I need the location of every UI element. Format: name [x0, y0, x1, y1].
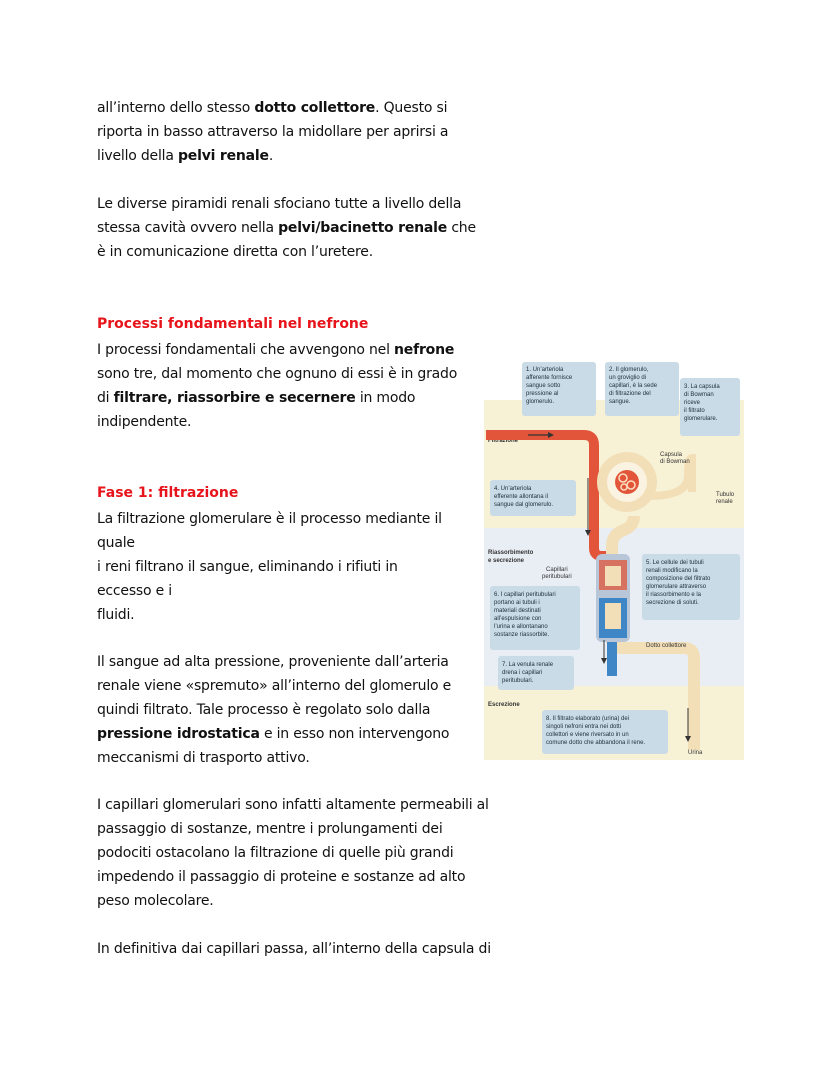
svg-text:6. I capillari peritubularipor: 6. I capillari peritubulari portano ai tubuli i materiali destinati all’espulsione con l’urina e allontanano sostanze riassorbite. — [494, 592, 556, 638]
text-line: podociti ostacolano la filtrazione di quelle più grandi — [97, 845, 454, 861]
text-line: Il sangue ad alta pressione, proveniente dall’arteria — [97, 654, 449, 670]
tubule-segment — [605, 566, 621, 586]
paragraph-filtration-def — [97, 507, 442, 627]
svg-text:1. Un’arteriolaafferente forni: 1. Un’arteriola afferente fornisce sangue sotto pressione al glomerulo. — [526, 367, 573, 405]
text-line: La filtrazione glomerulare è il processo mediante il — [97, 511, 442, 527]
section-heading-processes: Processi fondamentali nel nefrone — [97, 316, 369, 332]
text-line — [97, 144, 448, 168]
svg-text:7. La venula renaledrena i cap: 7. La venula renale drena i capillari peritubulari. — [502, 662, 554, 684]
tubule-segment — [605, 603, 621, 629]
paragraph-renal-pyramids — [97, 192, 476, 264]
label-urina: Urina — [688, 750, 703, 756]
paragraph-capillaries — [97, 793, 489, 913]
text-span: I processi fondamentali che avvengono nel — [97, 342, 395, 358]
svg-text:4. Un’arteriolaefferente allon: 4. Un’arteriola efferente allontana il sangue dal glomerulo. — [494, 486, 554, 508]
text-line — [97, 722, 451, 746]
callout-5 — [642, 554, 740, 620]
section-heading-filtration: Fase 1: filtrazione — [97, 485, 239, 501]
label-di-bowman: di Bowman — [660, 459, 690, 465]
bold-term: filtrare, riassorbire e secernere — [113, 390, 356, 406]
callout-2 — [605, 362, 679, 416]
label-capillari: Capillari — [546, 567, 568, 573]
text-span: che — [447, 220, 476, 236]
callout-8 — [542, 710, 668, 754]
label-capsula: Capsula — [660, 452, 683, 458]
text-span: all’interno dello stesso — [97, 100, 255, 116]
text-line — [97, 96, 448, 120]
text-line: I capillari glomerulari sono infatti altamente permeabili al — [97, 797, 489, 813]
zone-label-secrezione: e secrezione — [488, 558, 525, 564]
text-line: In definitiva dai capillari passa, all’interno della capsula di — [97, 941, 491, 957]
label-peritubulari: peritubulari — [542, 574, 572, 580]
label-dotto-collettore: Dotto collettore — [646, 643, 687, 649]
text-line: riporta in basso attraverso la midollare per aprirsi a — [97, 124, 449, 140]
text-line: Le diverse piramidi renali sfociano tutte a livello della — [97, 196, 462, 212]
text-span: . — [268, 148, 274, 164]
callout-4 — [490, 480, 576, 516]
text-line — [97, 338, 457, 362]
zone-label-riassorbimento: Riassorbimento — [488, 550, 534, 556]
label-tubulo: Tubulo — [716, 492, 735, 498]
text-line: indipendente. — [97, 414, 192, 430]
text-line: è in comunicazione diretta con l’uretere. — [97, 244, 373, 260]
svg-text:2. Il glomerulo,un groviglio d: 2. Il glomerulo, un groviglio di capillari, è la sede di filtrazione del sangue. — [609, 367, 658, 405]
text-line: quale — [97, 535, 135, 551]
text-line: impedendo il passaggio di proteine e sostanze ad alto — [97, 869, 466, 885]
text-span: di — [97, 390, 114, 406]
nephron-diagram — [484, 358, 744, 760]
zone-label-filtrazione: Filtrazione — [488, 438, 519, 444]
glomerulus — [615, 470, 639, 494]
zone-label-escrezione: Escrezione — [488, 702, 520, 708]
text-span: stessa cavità ovvero nella — [97, 220, 279, 236]
text-line: fluidi. — [97, 607, 135, 623]
bold-term: pelvi renale — [177, 148, 269, 164]
text-line: sono tre, dal momento che ognuno di essi è in grado — [97, 366, 458, 382]
callout-6 — [490, 586, 580, 650]
paragraph-collecting-duct — [97, 96, 448, 168]
text-line: peso molecolare. — [97, 893, 214, 909]
text-span: . Questo si — [375, 100, 448, 116]
paragraph-blood-pressure — [97, 650, 451, 770]
text-line: quindi filtrato. Tale processo è regolato solo dalla — [97, 702, 431, 718]
svg-text:8. Il filtrato elaborato (urin: 8. Il filtrato elaborato (urina) dei singoli nefroni entra nei dotti collettori e viene riversato in un comune dotto che abbandona il rene. — [546, 716, 646, 746]
text-line — [97, 386, 457, 410]
text-span: livello della — [97, 148, 178, 164]
text-line: passaggio di sostanze, mentre i prolungamenti dei — [97, 821, 443, 837]
nephron-figure — [484, 358, 744, 760]
bold-term: pelvi/bacinetto renale — [278, 220, 448, 236]
text-line — [97, 216, 476, 240]
bold-term: dotto collettore — [254, 100, 376, 116]
text-line: renale viene «spremuto» all’interno del glomerulo e — [97, 678, 452, 694]
paragraph-processes — [97, 338, 457, 434]
text-span: e in esso non intervengono — [259, 726, 450, 742]
text-line: i reni filtrano il sangue, eliminando i rifiuti in — [97, 559, 398, 575]
text-line: meccanismi di trasporto attivo. — [97, 750, 310, 766]
label-renale: renale — [716, 499, 733, 505]
svg-text:3. La capsuladi Bowmanriceveil: 3. La capsula di Bowman riceve il filtrato glomerulare. — [684, 384, 720, 422]
callout-3 — [680, 378, 740, 436]
text-span: in modo — [355, 390, 416, 406]
bold-term: nefrone — [394, 342, 455, 358]
callout-1 — [522, 362, 596, 416]
svg-text:5. Le cellule dei tubulirenali: 5. Le cellule dei tubuli renali modificano la composizione del filtrato glomerulare attraverso il riassorbimento e la secrezione di soluti. — [646, 560, 711, 606]
bold-term: pressione idrostatica — [97, 726, 260, 742]
callout-7 — [498, 656, 574, 690]
paragraph-conclusion — [97, 937, 491, 961]
text-line: eccesso e i — [97, 583, 172, 599]
